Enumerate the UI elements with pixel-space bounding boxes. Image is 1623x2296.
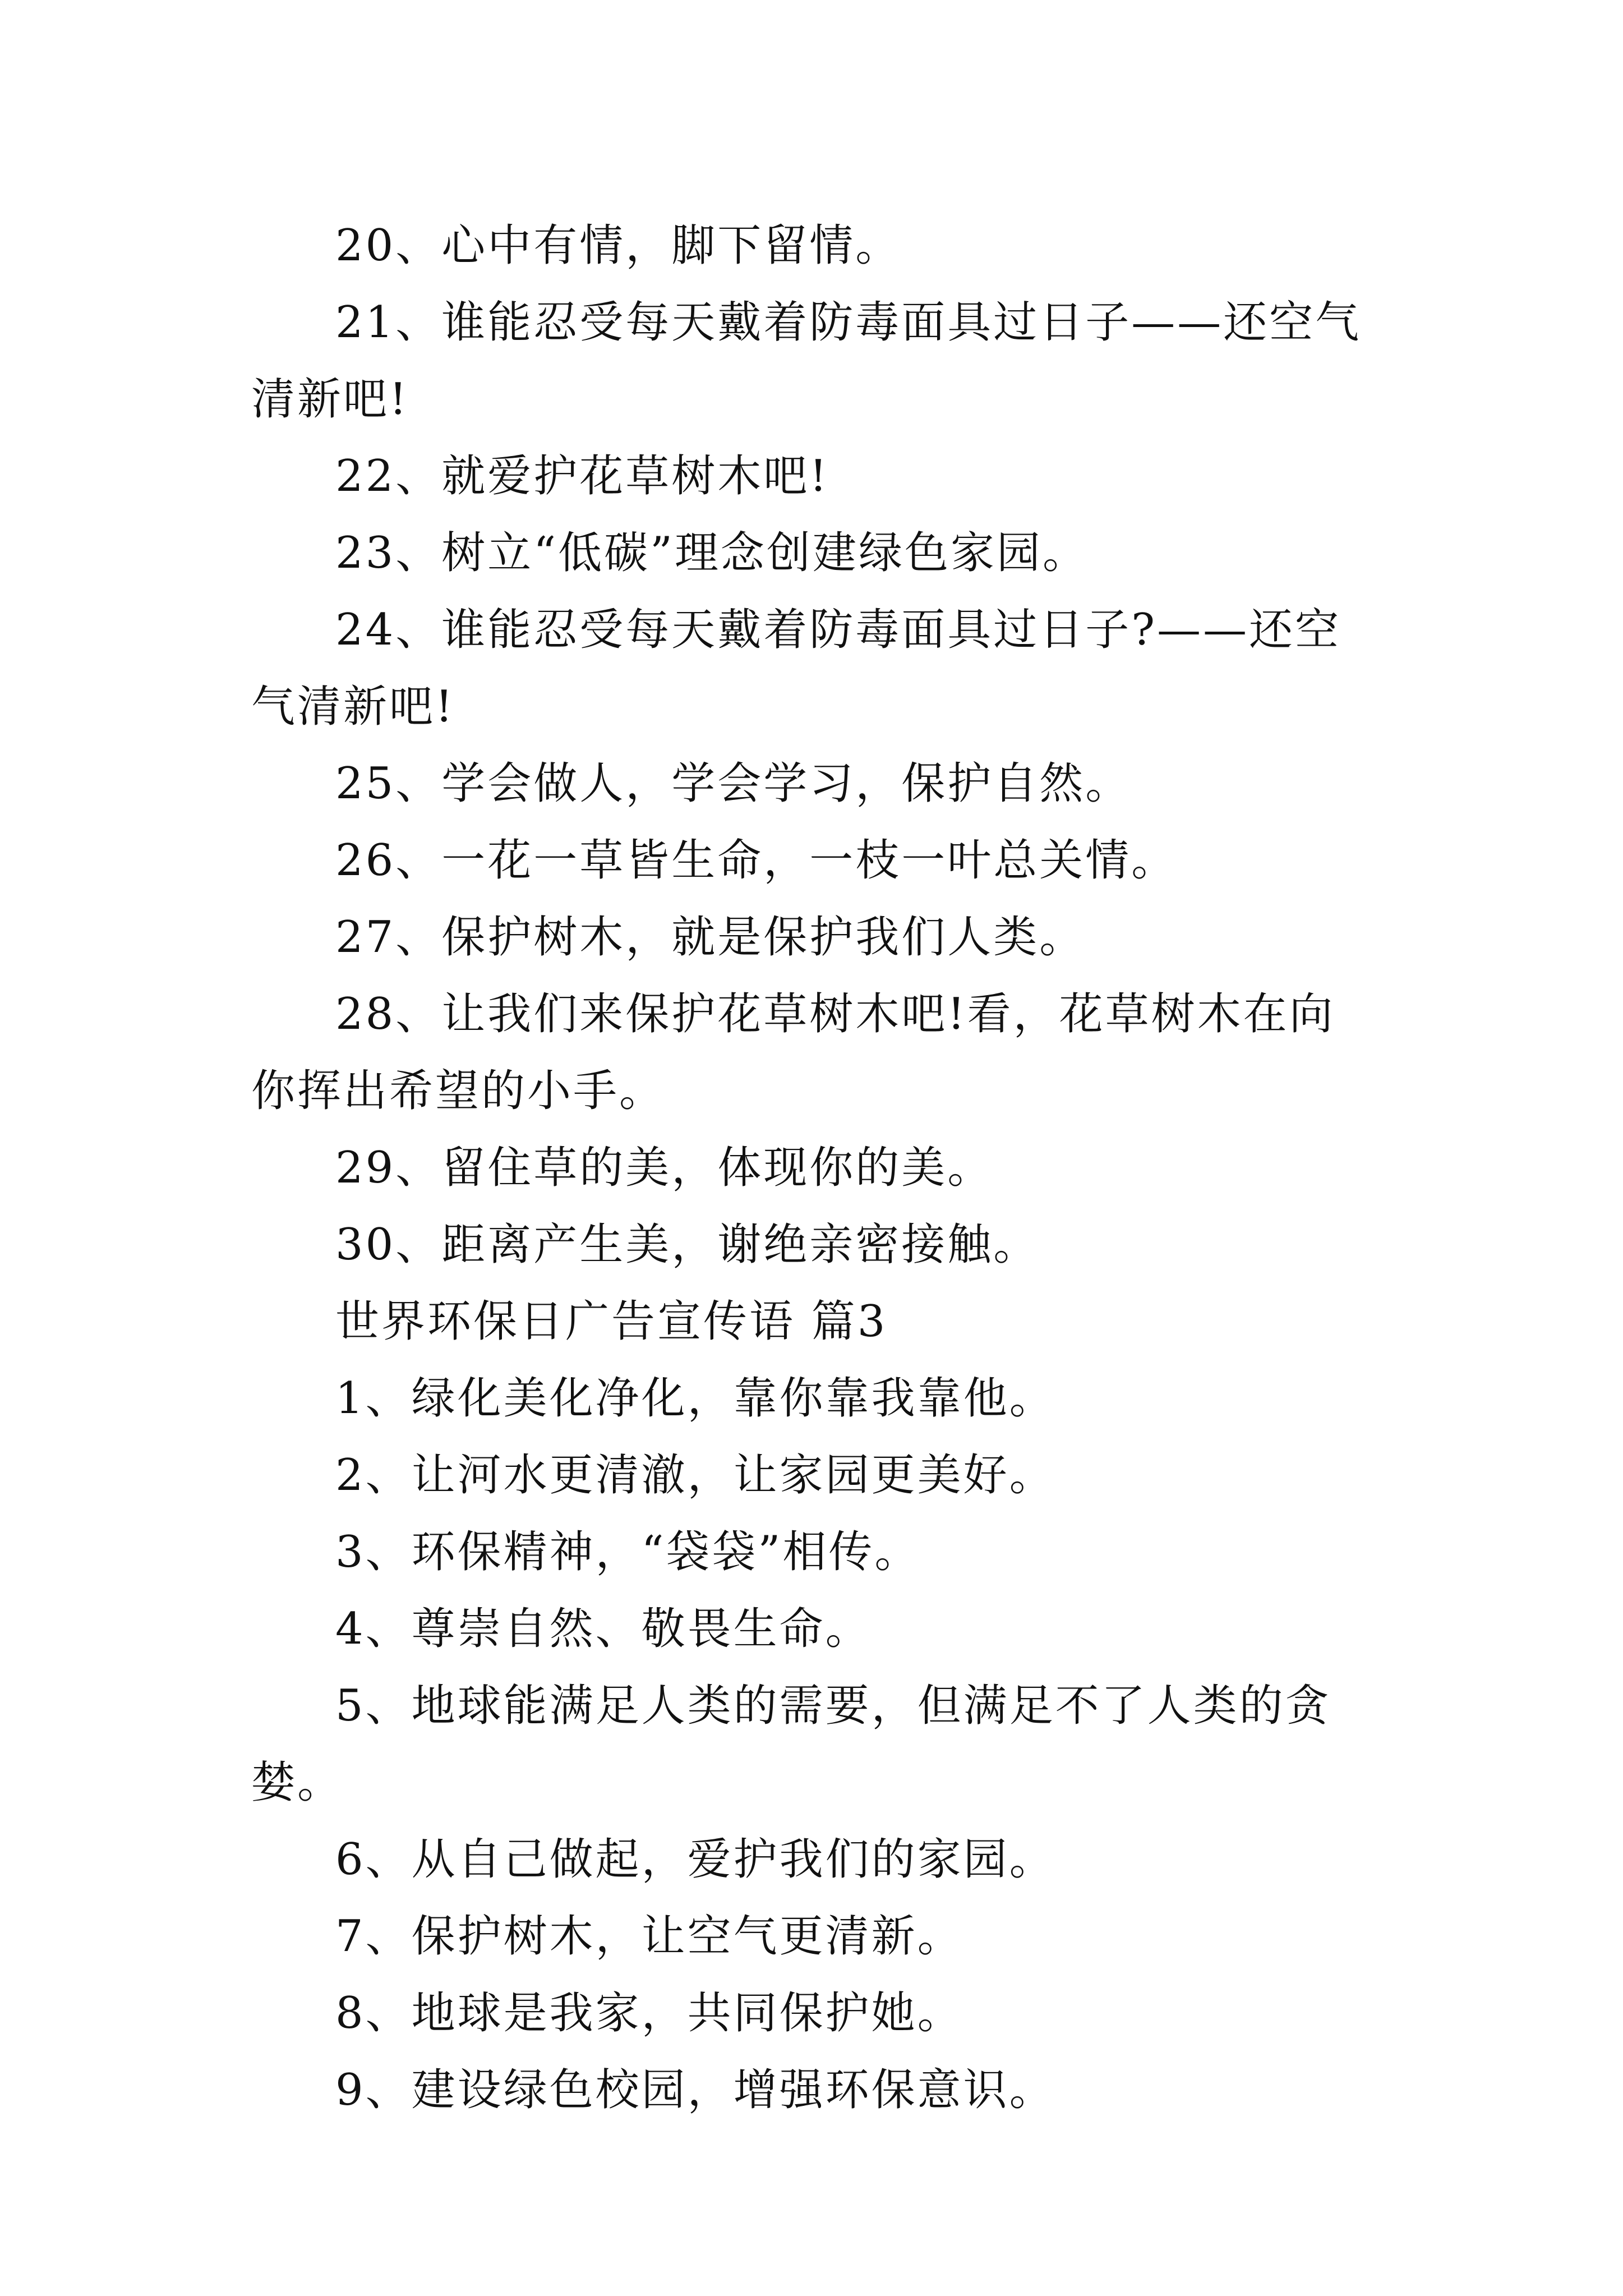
paragraph-7: 7、保护树木，让空气更清新。: [335, 1911, 963, 1962]
paragraph-30: 30、距离产生美，谢绝亲密接触。: [335, 1220, 1040, 1270]
paragraph-9: 9、建设绿色校园，增强环保意识。: [335, 2065, 1055, 2115]
paragraph-29: 29、留住草的美，体现你的美。: [335, 1143, 994, 1193]
paragraph-6: 6、从自己做起，爱护我们的家园。: [335, 1834, 1055, 1885]
paragraph-20: 20、心中有情，脚下留情。: [335, 220, 902, 271]
paragraph-22: 22、就爱护花草树木吧!: [335, 451, 829, 501]
paragraph-4: 4、尊崇自然、敬畏生命。: [335, 1604, 872, 1654]
paragraph-25: 25、学会做人，学会学习，保护自然。: [335, 758, 1132, 809]
paragraph-28: 28、让我们来保护花草树木吧!看，花草树木在向你挥出希望的小手。: [251, 989, 1335, 1116]
paragraph-26: 26、一花一草皆生命，一枝一叶总关情。: [335, 835, 1178, 886]
paragraph-2: 2、让河水更清澈，让家园更美好。: [335, 1450, 1055, 1501]
section-heading: 世界环保日广告宣传语 篇3: [335, 1296, 888, 1347]
paragraph-3: 3、环保精神，“袋袋”相传。: [335, 1527, 921, 1577]
paragraph-1: 1、绿化美化净化，靠你靠我靠他。: [335, 1373, 1055, 1424]
paragraph-8: 8、地球是我家，共同保护她。: [335, 1988, 963, 2039]
paragraph-27: 27、保护树木，就是保护我们人类。: [335, 912, 1086, 963]
paragraph-23: 23、树立“低碳”理念创建绿色家园。: [335, 528, 1089, 578]
paragraph-24: 24、谁能忍受每天戴着防毒面具过日子?——还空气清新吧!: [251, 605, 1341, 732]
document-body: [251, 208, 1378, 2129]
paragraph-21: 21、谁能忍受每天戴着防毒面具过日子——还空气清新吧!: [251, 297, 1362, 425]
paragraph-5: 5、地球能满足人类的需要，但满足不了人类的贪婪。: [251, 1681, 1331, 1808]
